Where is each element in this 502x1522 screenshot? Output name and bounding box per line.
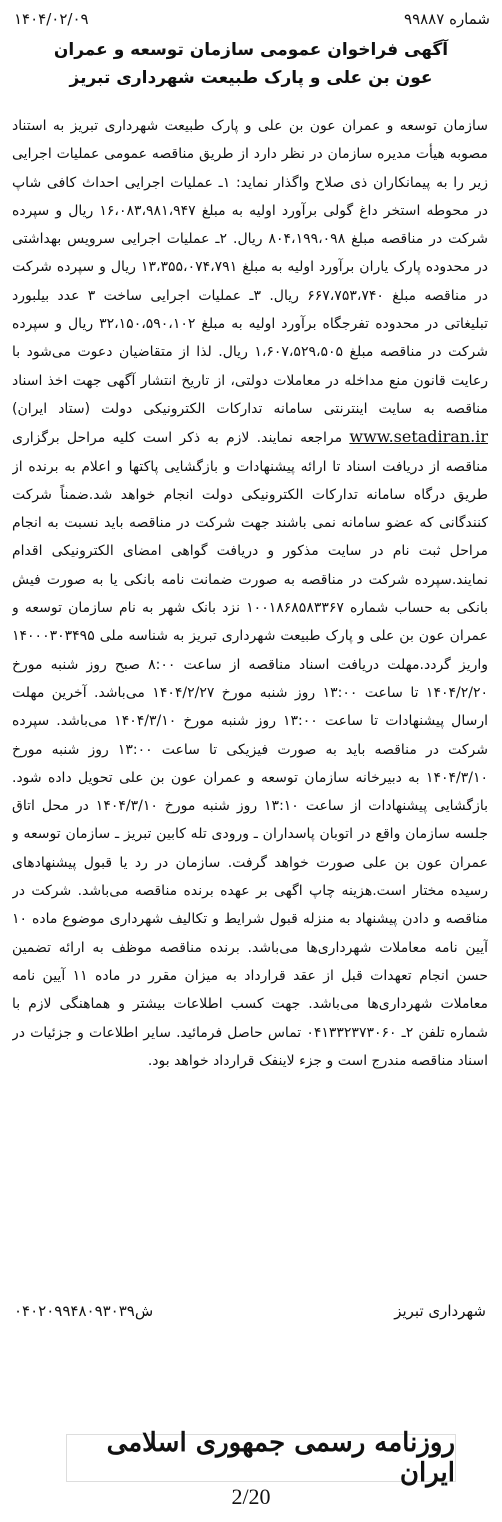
banner-text: روزنامه رسمی جمهوری اسلامی ایران bbox=[106, 1428, 455, 1488]
title-line-2: عون بن علی و پارک طبیعت شهرداری تبریز bbox=[69, 68, 433, 88]
footer-row bbox=[14, 1302, 486, 1328]
ad-body bbox=[12, 112, 488, 1286]
title-line-1: آگهی فراخوان عمومی سازمان توسعه و عمران bbox=[53, 40, 449, 60]
signature: شهرداری تبریز bbox=[394, 1302, 486, 1320]
body-text-part-2: مراجعه نمایند. لازم به ذکر است کلیه مراحل برگزاری مناقصه از دریافت اسناد تا ارائه پیشنهادات و بازگشایی پاکتها و اعلام به برنده از طریق درگاه سامانه تدارکات الکترونیکی دولت انجام خواهد شد.ضمناً شرکت کنندگانی که عضو سامانه نمی باشند جهت شرکت در مناقصه باید نسبت به انجام مراحل ثبت نام در سایت مذکور و دریافت گواهی امضای الکترونیکی اقدام نمایند.سپرده شرکت در مناقصه به صورت ضمانت نامه بانکی یا به صورت فیش بانکی به حساب شماره ۱۰۰۱۸۶۸۵۸۳۳۶۷ نزد بانک شهر به نام سازمان توسعه و عمران عون بن علی و پارک طبیعت شهرداری تبریز به شناسه ملی ۱۴۰۰۰۳۰۳۴۹۵ واریز گردد.مهلت دریافت اسناد مناقصه از ساعت ۸:۰۰ صبح روز شنبه مورخ ۱۴۰۴/۲/۲۰ تا ساعت ۱۳:۰۰ روز شنبه مورخ ۱۴۰۴/۲/۲۷ می‌باشد. آخرین مهلت ارسال پیشنهادات تا ساعت ۱۳:۰۰ روز شنبه مورخ ۱۴۰۴/۳/۱۰ می‌باشد. سپرده شرکت در مناقصه باید به صورت فیزیکی تا ساعت ۱۳:۰۰ روز شنبه مورخ ۱۴۰۴/۳/۱۰ به دبیرخانه سازمان توسعه و عمران عون بن علی تحویل داده شود. بازگشایی پیشنهادات از ساعت ۱۳:۱۰ روز شنبه مورخ ۱۴۰۴/۳/۱۰ در محل اتاق جلسه سازمان واقع در اتوبان پاسداران ـ ورودی تله کابین تبریز ـ سازمان توسعه و عمران عون بن علی صورت خواهد گرفت. سازمان در رد یا قبول پیشنهادهای رسیده مختار است.هزینه چاپ اگهی بر عهده برنده مناقصه می‌باشد. شرکت در مناقصه و دادن پیشنهاد به منزله قبول شرایط و تکالیف شهرداری موضوع ماده ۱۰ آیین نامه معاملات شهرداری‌ها می‌باشد. برنده مناقصه موظف به ارائه تضمین حسن انجام تعهدات قبل از عقد قرارداد به میزان مقرر در ماده ۱۱ آیین نامه معاملات شهرداری‌ها می‌باشد. جهت کسب اطلاعات بیشتر و هماهنگی لازم با شماره تلفن ۲ـ ۰۴۱۳۳۲۳۷۳۰۶۰ تماس حاصل فرمائید. سایر اطلاعات و جزئیات در اسناد مناقصه مندرج است و جزء لاینفک قرارداد خواهد بود. bbox=[12, 430, 488, 1069]
ad-date: ۱۴۰۴/۰۲/۰۹ bbox=[14, 10, 89, 28]
ad-code: ش۰۴۰۲۰۹۹۴۸۰۹۳۰۳۹ bbox=[14, 1302, 154, 1320]
ad-number: شماره ۹۹۸۸۷ bbox=[404, 10, 490, 28]
newspaper-banner bbox=[66, 1428, 456, 1488]
body-text-part-1: سازمان توسعه و عمران عون بن علی و پارک طبیعت شهرداری تبریز به استناد مصوبه هیأت مدیره سازمان در نظر دارد از طریق مناقصه عمومی عملیات اجرایی زیر را به پیمانکاران ذی صلاح واگذار نماید: ۱ـ عملیات اجرایی احداث کافی شاپ در محوطه استخر داغ گولی برآورد اولیه به مبلغ ۱۶،۰۸۳،۹۸۱،۹۴۷ ریال و سپرده شرکت در مناقصه مبلغ ۸۰۴،۱۹۹،۰۹۸ ریال. ۲ـ عملیات اجرایی سرویس بهداشتی در محدوده پارک یاران برآورد اولیه به مبلغ ۱۳،۳۵۵،۰۷۴،۷۹۱ ریال و سپرده شرکت در مناقصه مبلغ ۶۶۷،۷۵۳،۷۴۰ ریال. ۳ـ عملیات اجرایی ساخت ۳ عدد بیلبورد تبلیغاتی در محدوده تفرجگاه برآورد اولیه به مبلغ ۳۲،۱۵۰،۵۹۰،۱۰۲ ریال و سپرده شرکت در مناقصه مبلغ ۱،۶۰۷،۵۲۹،۵۰۵ ریال. لذا از متقاضیان دعوت می‌شود با رعایت قانون منع مداخله در معاملات دولتی، از تاریخ انتشار آگهی جهت اخذ اسناد مناقصه به سایت اینترنتی سامانه تدارکات الکترونیکی دولت (ستاد ایران) bbox=[12, 118, 488, 417]
page-number: 2/20 bbox=[231, 1484, 271, 1509]
header-row bbox=[14, 10, 490, 32]
ad-title bbox=[20, 36, 482, 92]
setadiran-link[interactable]: www.setadiran.ir bbox=[349, 427, 488, 447]
